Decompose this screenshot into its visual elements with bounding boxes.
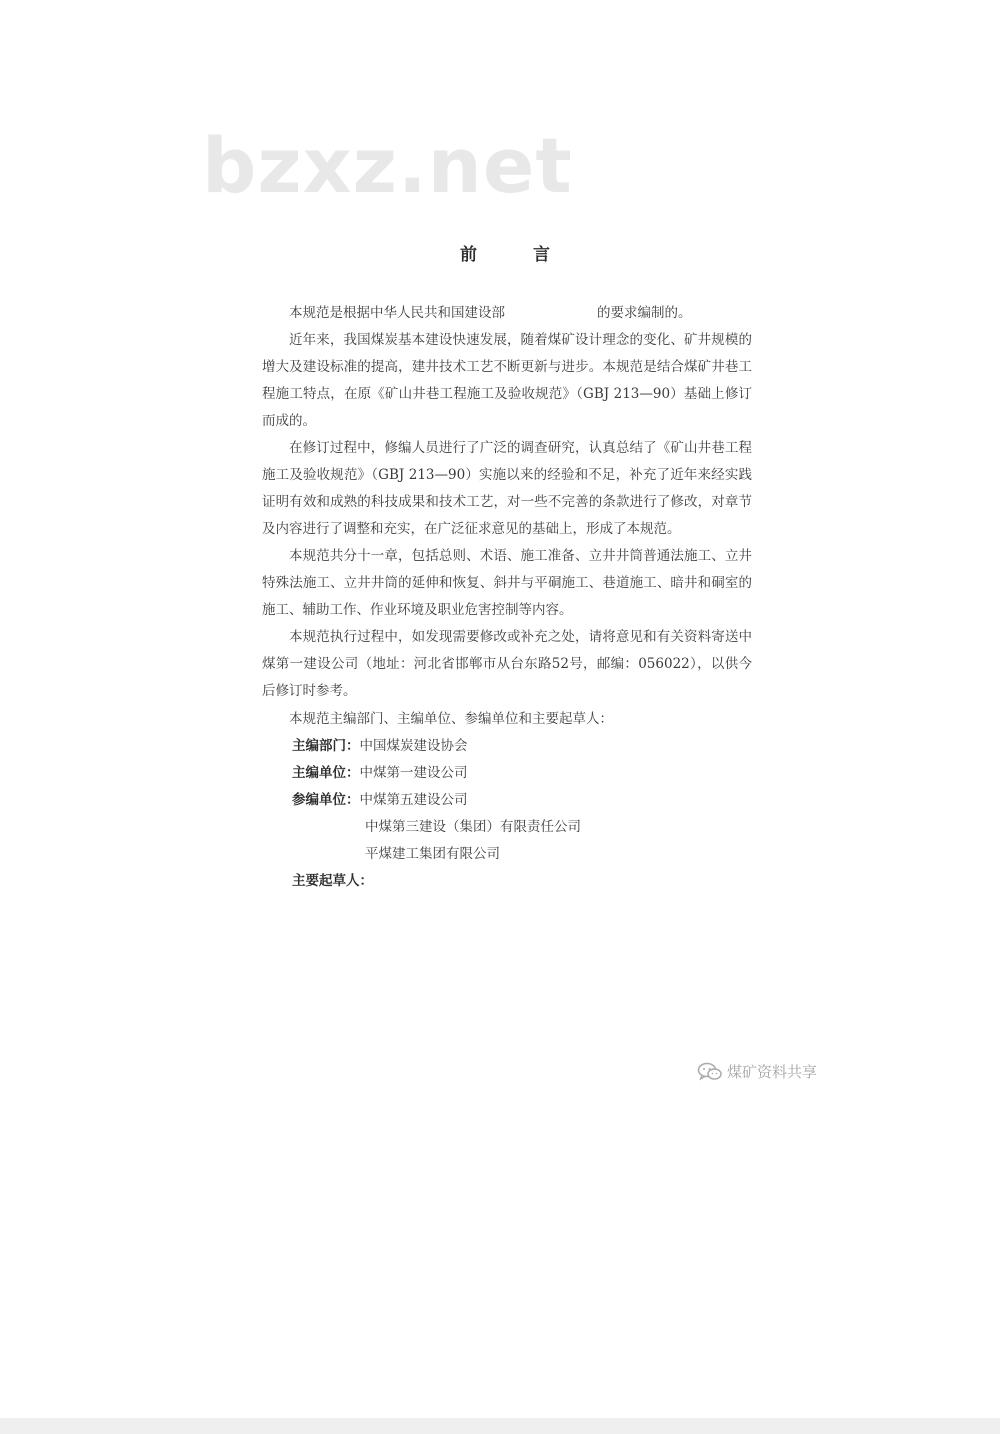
watermark-text: bzxz.net — [202, 121, 573, 210]
chief-unit-value: 中煤第一建设公司 — [359, 765, 468, 781]
paragraph-6-text: 本规范主编部门、主编单位、参编单位和主要起草人： — [289, 711, 613, 727]
paragraph-4-text: 本规范共分十一章，包括总则、术语、施工准备、立井井筒普通法施工、立井特殊法施工、立井井筒的延伸和恢复、斜井与平硐施工、巷道施工、暗井和硐室的施工、辅助工作、作业环境及职业危害控制等内容。 — [262, 548, 752, 618]
title-char-1: 前 — [460, 245, 477, 265]
paragraph-2-text: 近年来，我国煤炭基本建设快速发展，随着煤矿设计理念的变化、矿井规模的增大及建设标准的提高，建井技术工艺不断更新与进步。本规范是结合煤矿井巷工程施工特点，在原《矿山井巷工程施工及验收规范》（GBJ 213—90）基础上修订而成的。 — [262, 332, 752, 429]
paragraph-1-after: 的要求编制的。 — [597, 305, 692, 321]
paragraph-4 — [262, 543, 752, 624]
paragraph-1-before: 本规范是根据中华人民共和国建设部 — [289, 305, 505, 321]
participating-label: 参编单位： — [292, 792, 360, 808]
chief-dept-label: 主编部门： — [292, 738, 360, 754]
chief-unit-row — [292, 760, 468, 787]
wechat-icon — [697, 1062, 723, 1082]
participating-row — [292, 787, 468, 814]
paragraph-6 — [262, 706, 752, 733]
chief-dept-value: 中国煤炭建设协会 — [359, 738, 468, 754]
participating-value-3: 平煤建工集团有限公司 — [365, 846, 500, 862]
stamp-text: 煤矿资料共享 — [727, 1063, 818, 1081]
paragraph-5-text: 本规范执行过程中，如发现需要修改或补充之处，请将意见和有关资料寄送中煤第一建设公司（地址：河北省邯郸市从台东路52号，邮编：056022），以供今后修订时参考。 — [262, 629, 752, 699]
page-title — [460, 240, 550, 265]
title-char-2: 言 — [533, 245, 550, 265]
bottom-bar — [0, 1418, 1000, 1434]
participating-value-1: 中煤第五建设公司 — [359, 792, 468, 808]
paragraph-3-text: 在修订过程中，修编人员进行了广泛的调查研究，认真总结了《矿山井巷工程施工及验收规范》（GBJ 213—90）实施以来的经验和不足，补充了近年来经实践证明有效和成熟的科技成果和技术工艺，对一些不完善的条款进行了修改，对章节及内容进行了调整和充实，在广泛征求意见的基础上，形成了本规范。 — [262, 440, 752, 537]
chief-dept-row — [292, 733, 468, 760]
paragraph-3 — [262, 435, 752, 543]
participating-value-2: 中煤第三建设（集团）有限责任公司 — [365, 819, 581, 835]
drafters-label: 主要起草人： — [292, 873, 373, 889]
wechat-stamp — [697, 1061, 817, 1082]
paragraph-5 — [262, 624, 752, 705]
drafters-row — [292, 868, 373, 895]
paragraph-1 — [262, 300, 752, 327]
chief-unit-label: 主编单位： — [292, 765, 360, 781]
paragraph-2 — [262, 327, 752, 435]
